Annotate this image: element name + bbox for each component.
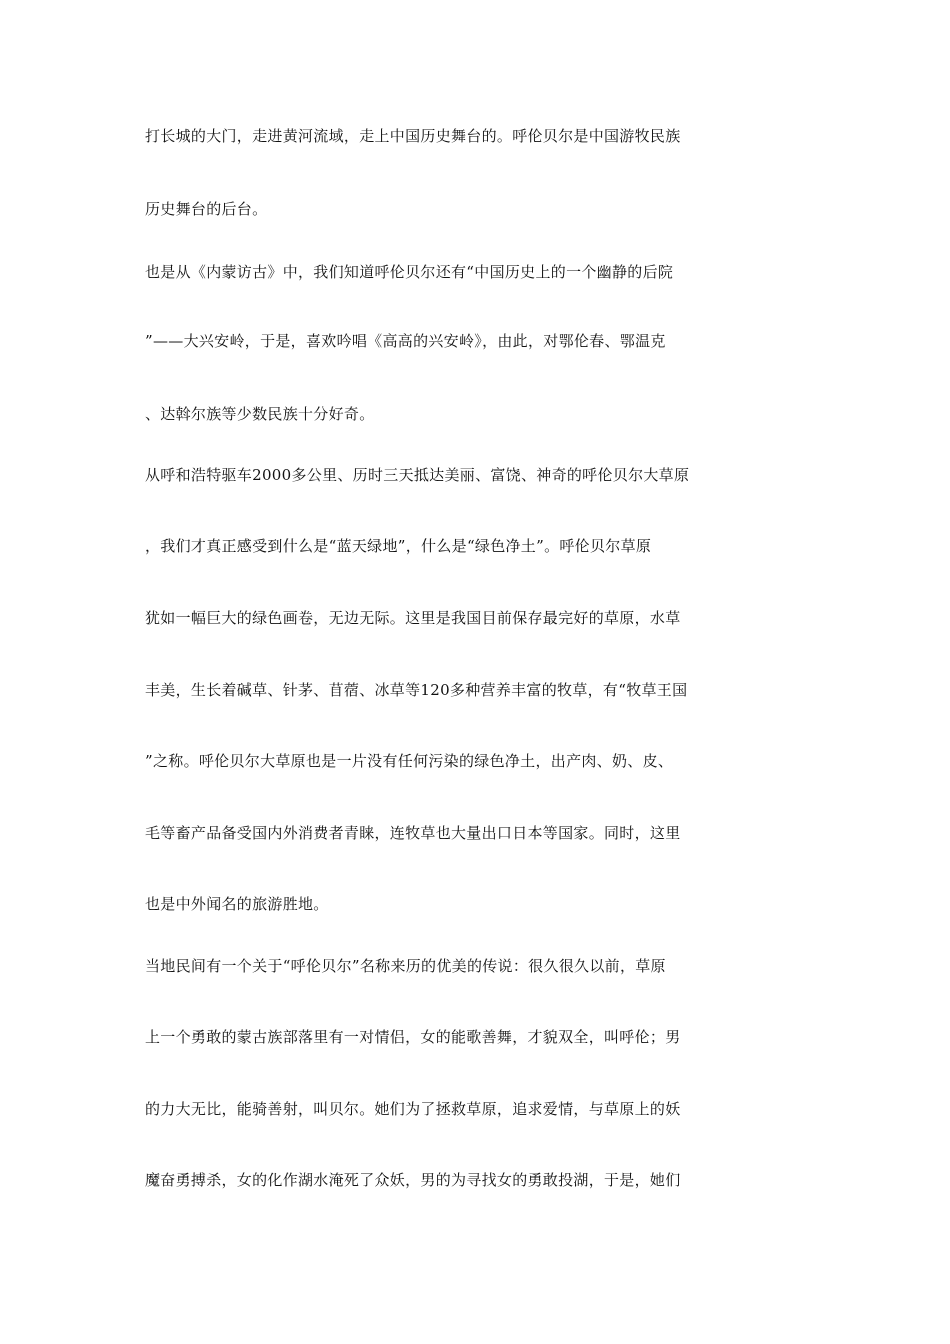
text-line: ”——大兴安岭，于是，喜欢吟唱《高高的兴安岭》，由此，对鄂伦春、鄂温克 (145, 332, 666, 350)
text-line: 也是中外闻名的旅游胜地。 (145, 895, 329, 913)
text-line: 、达斡尔族等少数民族十分好奇。 (145, 405, 375, 423)
text-line: 打长城的大门，走进黄河流域，走上中国历史舞台的。呼伦贝尔是中国游牧民族 (145, 127, 681, 145)
text-line: 从呼和浩特驱车2000多公里、历时三天抵达美丽、富饶、神奇的呼伦贝尔大草原 (145, 466, 690, 484)
text-line: 上一个勇敢的蒙古族部落里有一对情侣，女的能歌善舞，才貌双全，叫呼伦；男 (145, 1028, 681, 1046)
text-line: 丰美，生长着碱草、针茅、苜蓿、冰草等120多种营养丰富的牧草，有“牧草王国 (145, 681, 688, 699)
text-line: 毛等畜产品备受国内外消费者青睐，连牧草也大量出口日本等国家。同时，这里 (145, 824, 681, 842)
text-line: ，我们才真正感受到什么是“蓝天绿地”，什么是“绿色净土”。呼伦贝尔草原 (145, 537, 652, 555)
text-line: 魔奋勇搏杀，女的化作湖水淹死了众妖，男的为寻找女的勇敢投湖，于是，她们 (145, 1171, 681, 1189)
text-line: ”之称。呼伦贝尔大草原也是一片没有任何污染的绿色净土，出产肉、奶、皮、 (145, 752, 674, 770)
text-line: 的力大无比，能骑善射，叫贝尔。她们为了拯救草原，追求爱情，与草原上的妖 (145, 1100, 681, 1118)
text-line: 犹如一幅巨大的绿色画卷，无边无际。这里是我国目前保存最完好的草原，水草 (145, 609, 681, 627)
text-line: 也是从《内蒙访古》中，我们知道呼伦贝尔还有“中国历史上的一个幽静的后院 (145, 263, 674, 281)
text-line: 历史舞台的后台。 (145, 200, 268, 218)
text-line: 当地民间有一个关于“呼伦贝尔”名称来历的优美的传说：很久很久以前，草原 (145, 957, 666, 975)
